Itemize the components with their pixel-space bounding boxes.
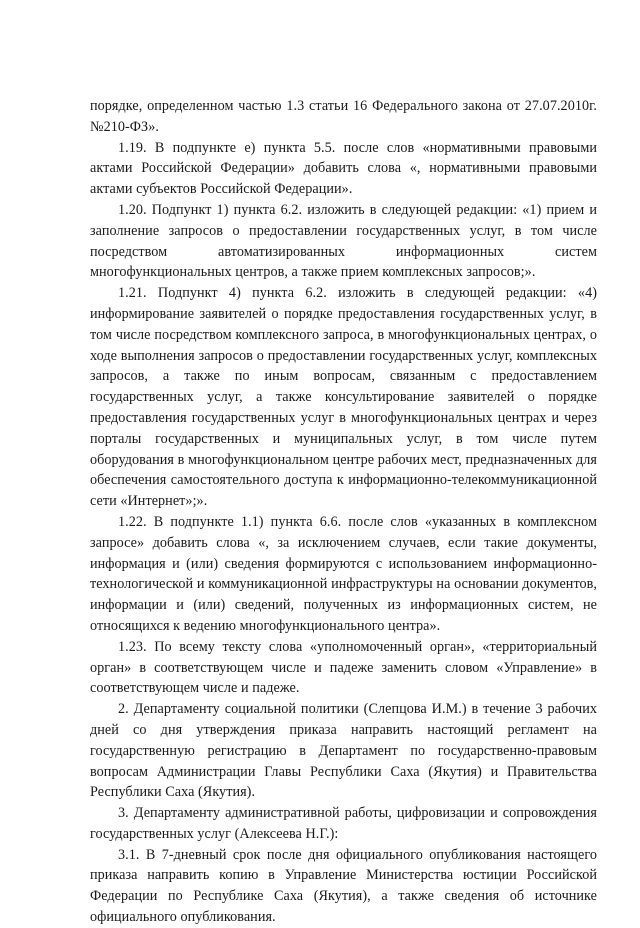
paragraph-1-22: 1.22. В подпункте 1.1) пункта 6.6. после слов «указанных в комплексном запросе» добавить слова «, за исключением случаев, если такие документы, информация и (или) сведения формируются с использованием информационно-технологической и коммуникационной инфраструктуры на основании документов, информации и (или) сведений, полученных из информационных систем, не относящихся к ведению многофункционального центра». <box>90 513 597 634</box>
paragraph-3: 3. Департаменту административной работы, цифровизации и сопровождения государственных услуг (Алексеева Н.Г.): <box>90 805 597 842</box>
document-body <box>90 96 597 928</box>
paragraph-3-1: 3.1. В 7-дневный срок после дня официального опубликования настоящего приказа направить копию в Управление Министерства юстиции Российской Федерации по Республике Саха (Якутия), а также сведения об источнике официального опубликования. <box>90 846 597 926</box>
paragraph-2: 2. Департаменту социальной политики (Слепцова И.М.) в течение 3 рабочих дней со дня утверждения приказа направить настоящий регламент на государственную регистрацию в Департамент по государственно-правовым вопросам Администрации Главы Республики Саха (Якутия) и Правительства Республики Саха (Якутия). <box>90 701 597 801</box>
paragraph-1-20: 1.20. Подпункт 1) пункта 6.2. изложить в следующей редакции: «1) прием и заполнение запросов о предоставлении государственных услуг, в том числе посредством автоматизированных информационных систем многофункциональных центров, а также прием комплексных запросов;». <box>90 201 597 281</box>
paragraph-1-19: 1.19. В подпункте е) пункта 5.5. после слов «нормативными правовыми актами Российской Федерации» добавить слова «, нормативными правовыми актами субъектов Российской Федерации». <box>90 139 597 198</box>
paragraph-1-23: 1.23. По всему тексту слова «уполномоченный орган», «территориальный орган» в соответствующем числе и падеже заменить словом «Управление» в соответствующем числе и падеже. <box>90 638 597 697</box>
paragraph-continuation: порядке, определенном частью 1.3 статьи 16 Федерального закона от 27.07.2010г. №210-ФЗ». <box>90 98 597 135</box>
paragraph-1-21: 1.21. Подпункт 4) пункта 6.2. изложить в следующей редакции: «4) информирование заявителей о порядке предоставления государственных услуг, в том числе посредством комплексного запроса, в многофункциональных центрах, о ходе выполнения запросов о предоставлении государственных услуг, комплексных запросов, а также по иным вопросам, связанным с предоставлением государственных услуг, а также консультирование заявителей о порядке предоставления государственных услуг в многофункциональных центрах и через порталы государственных и муниципальных услуг, в том числе путем оборудования в многофункциональном центре рабочих мест, предназначенных для обеспечения самостоятельного доступа к информационно-телекоммуникационной сети «Интернет»;». <box>90 285 597 510</box>
